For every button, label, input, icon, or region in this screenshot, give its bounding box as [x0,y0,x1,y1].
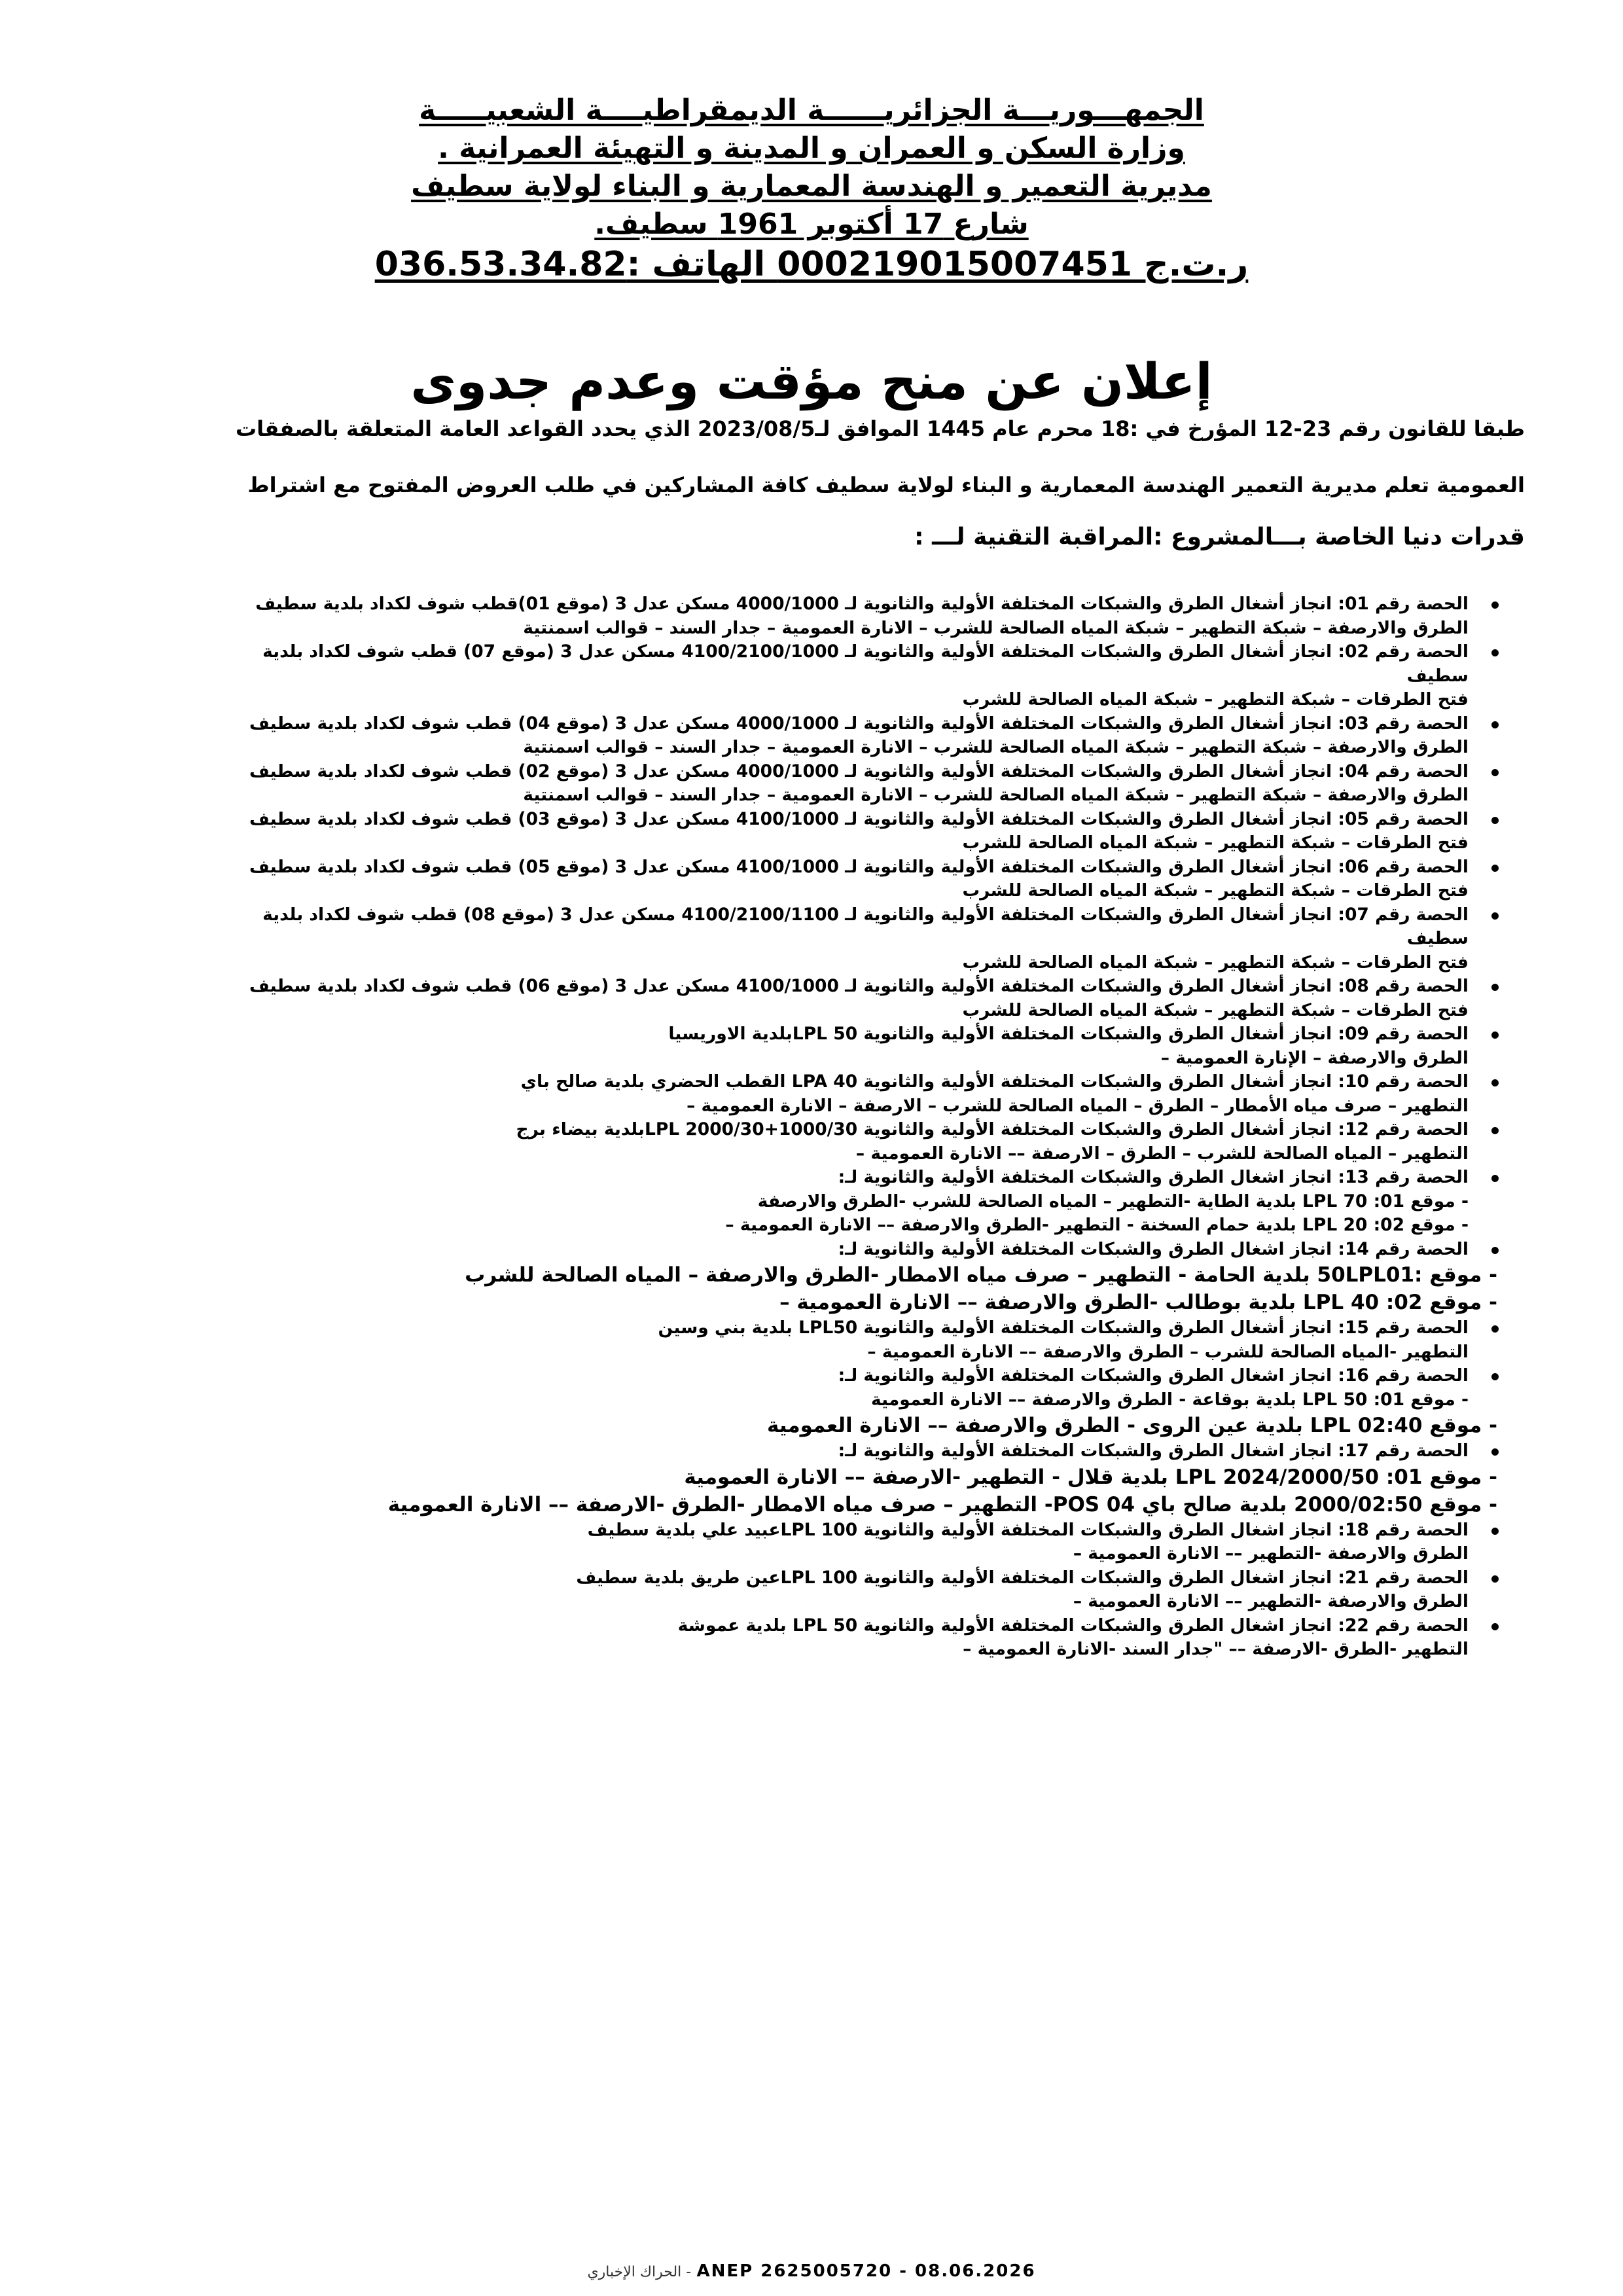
lot-detail: الطرق والارصفة -التطهير –– الانارة العمومية – [1073,1591,1469,1611]
lot-title: الحصة رقم 22: انجاز اشغال الطرق والشبكات المختلفة الأولية والثانوية LPL 50 بلدية عموشة [677,1615,1469,1636]
bullet-icon [1491,1373,1499,1380]
lot-detail: فتح الطرقات – شبكة التطهير – شبكة المياه الصالحة للشرب [962,999,1469,1020]
lot-title: الحصة رقم 08: انجاز أشغال الطرق والشبكات المختلفة الأولية والثانوية لـ 4100/1000 مسكن عدل 3 (موقع 06) قطب شوف لكداد بلدية سطيف [249,976,1469,996]
lot-site: - موقع 02: LPL 40 بلدية بوطالب -الطرق والارصفة –– الانارة العمومية – [779,1291,1497,1314]
lot-item [92,1070,1499,1118]
lot-title: الحصة رقم 18: انجاز اشغال الطرق والشبكات المختلفة الأولية والثانوية LPL 100عبيد علي بلدية سطيف [587,1519,1469,1540]
lot-item [92,903,1499,975]
lot-title: الحصة رقم 06: انجاز أشغال الطرق والشبكات المختلفة الأولية والثانوية لـ 4100/1000 مسكن عدل 3 (موقع 05) قطب شوف لكداد بلدية سطيف [249,856,1469,877]
lot-title: الحصة رقم 14: انجاز اشغال الطرق والشبكات المختلفة الأولية والثانوية لـ: [838,1238,1469,1259]
intro-paragraph-1: طبقا للقانون رقم 23-12 المؤرخ في :18 محرم عام 1445 الموافق لـ2023/08/5 الذي يحدد القواعد العامة المتعلقة بالصفقات [235,416,1525,441]
lot-item [92,1316,1499,1364]
bullet-icon [1491,1031,1499,1039]
lot-title: الحصة رقم 02: انجاز أشغال الطرق والشبكات المختلفة الأولية والثانوية لـ 4100/2100/1000 مسكن عدل 3 (موقع 07) قطب شوف لكداد بلدية [262,641,1469,662]
lot-site: - موقع 2000/02:50 بلدية صالح باي POS 04- التطهير – صرف مياه الامطار -الطرق -الارصفة –– الانارة العمومية [387,1492,1497,1516]
lot-item [92,1614,1499,1662]
bullet-icon [1491,1325,1499,1333]
lot-site: - موقع :50LPL01 بلدية الحامة - التطهير – صرف مياه الامطار -الطرق والارصفة – المياه الصالحة للشرب [465,1263,1497,1287]
lot-title: الحصة رقم 13: انجاز اشغال الطرق والشبكات المختلفة الأولية والثانوية لـ: [838,1167,1469,1187]
lot-detail: الطرق والارصفة – شبكة التطهير – شبكة المياه الصالحة للشرب – الانارة العمومية – جدار السند – قوالب اسمنتية [523,737,1469,757]
header-ministry: وزارة السكن و العمران و المدينة و التهيئة العمرانية . [438,132,1185,165]
intro-text [98,412,1525,554]
lot-detail: الطرق والارصفة – الإنارة العمومية – [1160,1047,1469,1068]
lot-item [92,1166,1499,1238]
lot-site: - موقع 01: LPL 70 بلدية الطاية -التطهير – المياه الصالحة للشرب -الطرق والارصفة [757,1191,1469,1211]
lot-detail: الطرق والارصفة – شبكة التطهير – شبكة المياه الصالحة للشرب – الانارة العمومية – جدار السند – قوالب اسمنتية [523,617,1469,638]
lot-detail: التطهير -المياه الصالحة للشرب – الطرق والارصفة –– الانارة العمومية – [867,1341,1469,1362]
lot-title: الحصة رقم 03: انجاز أشغال الطرق والشبكات المختلفة الأولية والثانوية لـ 4000/1000 مسكن عدل 3 (موقع 04) قطب شوف لكداد بلدية سطيف [249,713,1469,734]
lot-site: - موقع 02:40 LPL بلدية عين الروى - الطرق والارصفة –– الانارة العمومية [766,1414,1497,1437]
lot-title: الحصة رقم 09: انجاز أشغال الطرق والشبكات المختلفة الأولية والثانوية LPL 50بلدية الاوريسيا [668,1024,1469,1044]
lot-detail: التطهير -الطرق -الارصفة –– "جدار السند -الانارة العمومية – [963,1639,1469,1659]
lot-title: الحصة رقم 10: انجاز أشغال الطرق والشبكات المختلفة الأولية والثانوية LPA 40 القطب الحضري بلدية صالح باي [520,1071,1469,1092]
lot-title: الحصة رقم 17: انجاز اشغال الطرق والشبكات المختلفة الأولية والثانوية لـ: [838,1441,1469,1461]
lot-detail: سطيف [1406,665,1469,686]
lot-detail: فتح الطرقات – شبكة التطهير – شبكة المياه الصالحة للشرب [962,880,1469,901]
header-ids-phone: ر.ت.ج 000219015007451 الهاتف :036.53.34.82 [374,245,1249,284]
lot-detail: سطيف [1406,928,1469,948]
header-address: شارع 17 أكتوبر 1961 سطيف. [594,207,1029,241]
lot-title: الحصة رقم 21: انجاز اشغال الطرق والشبكات المختلفة الأولية والثانوية LPL 100عين طريق بلدية سطيف [576,1567,1469,1588]
bullet-icon [1491,649,1499,656]
lots-list [92,592,1499,1662]
lot-item [92,1439,1499,1518]
lot-item [92,760,1499,808]
footer-newspaper: الحراك الإخباري - [587,2264,692,2280]
lot-detail: فتح الطرقات – شبكة التطهير – شبكة المياه الصالحة للشرب [962,952,1469,973]
lot-item [92,1518,1499,1566]
lot-site: - موقع 02: LPL 20 بلدية حمام السخنة - التطهير -الطرق والارصفة –– الانارة العمومية – [725,1215,1469,1235]
lot-title: الحصة رقم 04: انجاز أشغال الطرق والشبكات المختلفة الأولية والثانوية لـ 4000/1000 مسكن عدل 3 (موقع 02) قطب شوف لكداد بلدية سطيف [249,761,1469,781]
intro-paragraph-2: العمومية تعلم مديرية التعمير الهندسة المعمارية و البناء لولاية سطيف كافة المشاركين في طلب العروض المفتوح مع اشتراط [247,473,1525,497]
lot-item [92,808,1499,855]
lot-title: الحصة رقم 12: انجاز أشغال الطرق والشبكات المختلفة الأولية والثانوية LPL 2000/30+1000/30بلدية بيضاء برج [516,1119,1469,1139]
lot-title: الحصة رقم 16: انجاز اشغال الطرق والشبكات المختلفة الأولية والثانوية لـ: [838,1365,1469,1386]
bullet-icon [1491,1247,1499,1254]
issuer-header [196,92,1427,285]
lot-detail: التطهير – صرف مياه الأمطار – الطرق – المياه الصالحة للشرب – الارصفة – الانارة العمومية – [687,1095,1469,1116]
bullet-icon [1491,601,1499,609]
lot-detail: فتح الطرقات – شبكة التطهير – شبكة المياه الصالحة للشرب [962,689,1469,709]
bullet-icon [1491,1175,1499,1182]
lot-item [92,1364,1499,1439]
lot-item [92,640,1499,712]
lot-item [92,592,1499,640]
lot-item [92,1118,1499,1166]
bullet-icon [1491,912,1499,920]
bullet-icon [1491,721,1499,728]
lot-item [92,1566,1499,1614]
header-republic: الجمهـــوريـــة الجزائريــــــة الديمقراطيــــة الشعبيـــــة [419,94,1204,127]
lot-item [92,855,1499,903]
lot-site: - موقع 01: LPL 50 بلدية بوقاعة - الطرق والارصفة –– الانارة العمومية [870,1389,1469,1410]
bullet-icon [1491,769,1499,776]
bullet-icon [1491,1528,1499,1535]
bullet-icon [1491,817,1499,824]
announcement-title: إعلان عن منح مؤقت وعدم جدوى [410,352,1213,410]
lot-title: الحصة رقم 05: انجاز أشغال الطرق والشبكات المختلفة الأولية والثانوية لـ 4100/1000 مسكن عدل 3 (موقع 03) قطب شوف لكداد بلدية سطيف [249,808,1469,829]
header-directorate: مديرية التعمير و الهندسة المعمارية و البناء لولاية سطيف [411,170,1212,203]
bullet-icon [1491,1079,1499,1086]
publication-footer [0,2261,1623,2281]
lot-detail: الطرق والارصفة – شبكة التطهير – شبكة المياه الصالحة للشرب – الانارة العمومية – جدار السند – قوالب اسمنتية [523,785,1469,805]
footer-anep-code: ANEP 2625005720 - 08.06.2026 [696,2261,1036,2281]
lot-detail: فتح الطرقات – شبكة التطهير – شبكة المياه الصالحة للشرب [962,833,1469,853]
bullet-icon [1491,1127,1499,1134]
bullet-icon [1491,1448,1499,1456]
lot-site: - موقع 01: LPL 2024/2000/50 بلدية قلال - التطهير -الارصفة –– الانارة العمومية [684,1465,1497,1489]
lot-detail: الطرق والارصفة -التطهير –– الانارة العمومية – [1073,1543,1469,1564]
lot-item [92,1238,1499,1317]
bullet-icon [1491,865,1499,872]
lot-title: الحصة رقم 01: انجاز أشغال الطرق والشبكات المختلفة الأولية والثانوية لـ 4000/1000 مسكن عدل 3 (موقع 01)قطب شوف لكداد بلدية سطيف [255,594,1469,614]
bullet-icon [1491,1623,1499,1630]
lot-title: الحصة رقم 07: انجاز أشغال الطرق والشبكات المختلفة الأولية والثانوية لـ 4100/2100/1100 مسكن عدل 3 (موقع 08) قطب شوف لكداد بلدية [262,904,1469,925]
intro-paragraph-3: قدرات دنيا الخاصة بـــالمشروع :المراقبة التقنية لـــ : [914,524,1525,550]
lot-detail: التطهير – المياه الصالحة للشرب – الطرق – الارصفة –– الانارة العمومية – [855,1143,1469,1164]
lot-title: الحصة رقم 15: انجاز أشغال الطرق والشبكات المختلفة الأولية والثانوية LPL50 بلدية بني وسين [658,1318,1469,1338]
lot-item [92,712,1499,760]
bullet-icon [1491,984,1499,991]
lot-item [92,975,1499,1022]
lot-item [92,1022,1499,1070]
bullet-icon [1491,1575,1499,1583]
